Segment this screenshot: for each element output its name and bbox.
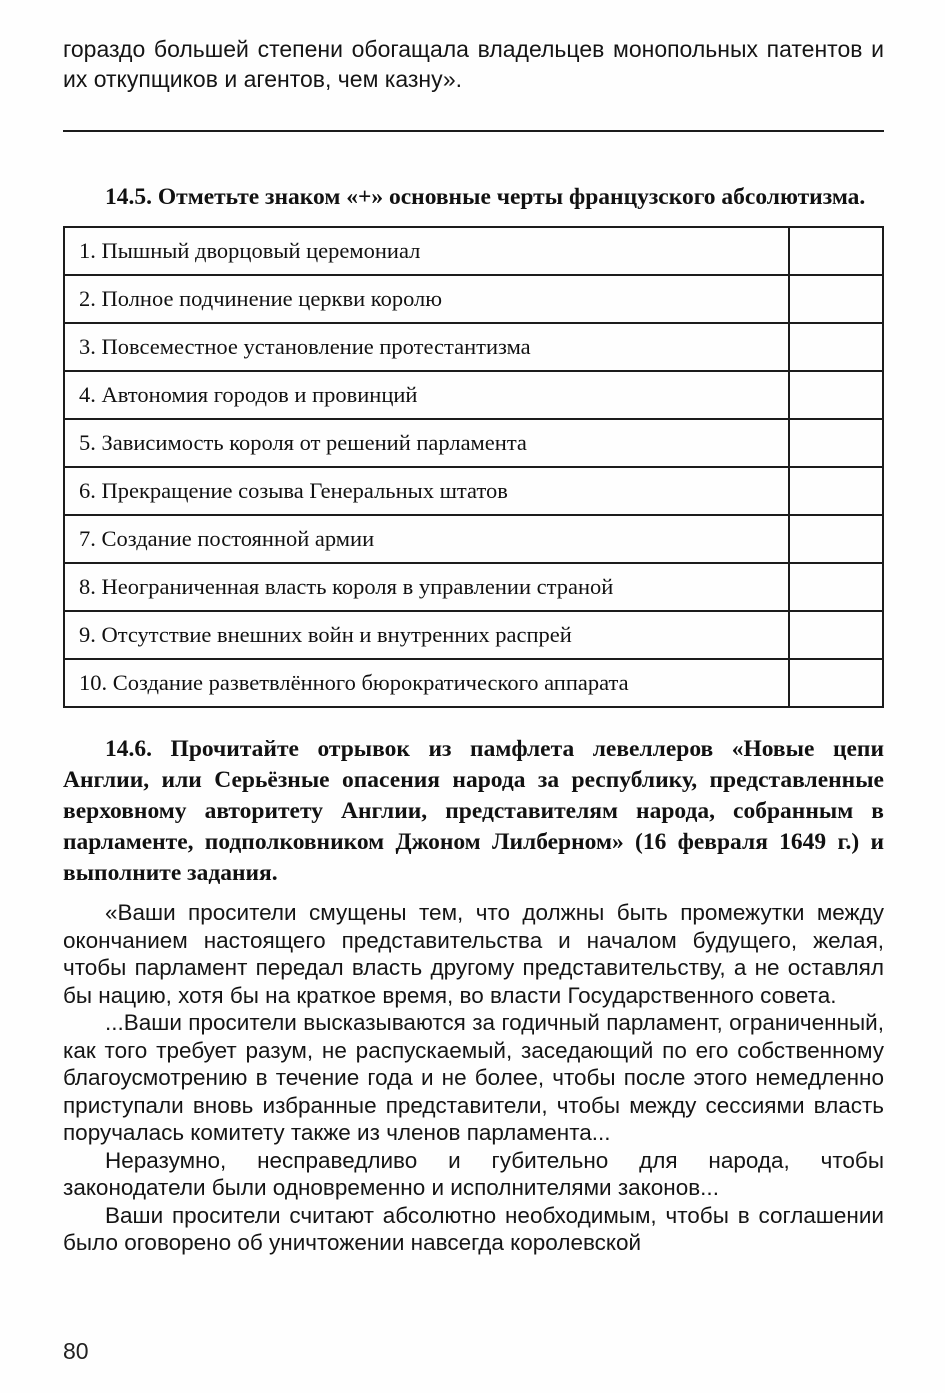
statement-cell: 4. Автономия городов и провинций [64,371,789,419]
task-14-6-heading: 14.6. Прочитайте отрывок из памфлета левеллеров «Новые цепи Англии, или Серьёзные опасения народа за республику, представленные верховному авторитету Англии, представителям народа, собранным в парламенте, подполковником Джоном Лилберном» (16 февраля 1649 г.) и выполните задания. [63,736,884,886]
statement-cell: 10. Создание разветвлённого бюрократического аппарата [64,659,789,707]
pamphlet-paragraph: Ваши просители считают абсолютно необходимым, чтобы в соглашении было оговорено об уничтожении навсегда королевской [63,1202,884,1255]
statement-cell: 7. Создание постоянной армии [64,515,789,563]
answer-cell[interactable] [789,419,883,467]
table-row [64,371,883,419]
statement-cell: 9. Отсутствие внешних войн и внутренних распрей [64,611,789,659]
table-row [64,275,883,323]
answer-cell[interactable] [789,227,883,275]
answer-cell[interactable] [789,323,883,371]
statement-cell: 2. Полное подчинение церкви королю [64,275,789,323]
answer-cell[interactable] [789,371,883,419]
statement-cell: 5. Зависимость короля от решений парламента [64,419,789,467]
page-number: 80 [63,1338,89,1364]
pamphlet-paragraph: ...Ваши просители высказываются за годичный парламент, ограниченный, как того требует разум, не распускаемый, заседающий по его собственному благоусмотрению в течение года и не более, чтобы после этого немедленно приступали вновь избранные представители, чтобы между сессиями власть поручалась комитету также из членов парламента... [63,1010,884,1145]
table-row [64,563,883,611]
answer-cell[interactable] [789,659,883,707]
table-row [64,515,883,563]
task-14-5-heading: 14.5. Отметьте знаком «+» основные черты французского абсолютизма. [105,184,866,210]
statement-cell: 1. Пышный дворцовый церемониал [64,227,789,275]
table-row [64,467,883,515]
intro-paragraph: гораздо большей степени обогащала владельцев монопольных патентов и их откупщиков и агентов, чем казну». [63,36,884,92]
table-row [64,419,883,467]
pamphlet-paragraph: Неразумно, несправедливо и губительно для народа, чтобы законодатели были одновременно и исполнителями законов... [63,1147,884,1200]
answer-cell[interactable] [789,611,883,659]
task-14-5-table [63,226,884,708]
table-row [64,227,883,275]
section-divider [63,130,884,132]
statement-cell: 6. Прекращение созыва Генеральных штатов [64,467,789,515]
answer-cell[interactable] [789,515,883,563]
table-row [64,323,883,371]
answer-cell[interactable] [789,275,883,323]
table-row [64,659,883,707]
answer-cell[interactable] [789,467,883,515]
statement-cell: 3. Повсеместное установление протестантизма [64,323,789,371]
pamphlet-paragraph: «Ваши просители смущены тем, что должны быть промежутки между окончанием настоящего представительства и началом будущего, желая, чтобы парламент передал власть другому представительству, а не оставлял бы нацию, хотя бы на краткое время, во власти Государственного совета. [63,900,884,1008]
table-row [64,611,883,659]
answer-cell[interactable] [789,563,883,611]
statement-cell: 8. Неограниченная власть короля в управлении страной [64,563,789,611]
